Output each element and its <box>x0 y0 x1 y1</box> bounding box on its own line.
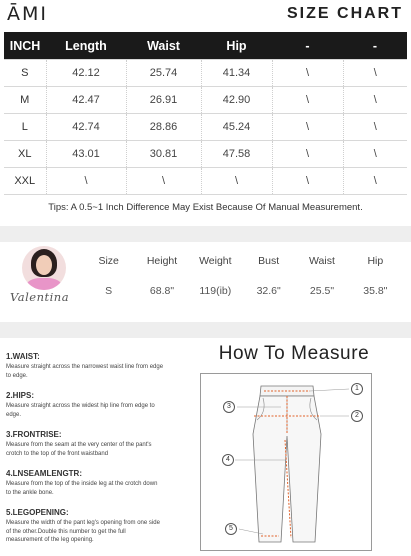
table-cell: 45.24 <box>201 114 272 141</box>
table-cell: \ <box>272 87 343 114</box>
table-cell: \ <box>201 168 272 195</box>
table-cell: 26.91 <box>126 87 201 114</box>
table-cell: 30.81 <box>126 141 201 168</box>
step-inseam-length <box>6 469 164 497</box>
size-label: L <box>4 114 46 141</box>
table-cell: 28.86 <box>126 114 201 141</box>
step-title: 4.LNSEAMLENGTR: <box>6 469 82 478</box>
table-cell: \ <box>343 60 407 87</box>
column-header-blank: - <box>272 32 343 60</box>
measurement-tip: Tips: A 0.5~1 Inch Difference May Exist Because Of Manual Measurement. <box>48 202 363 213</box>
table-cell: \ <box>272 114 343 141</box>
table-cell: \ <box>343 114 407 141</box>
step-title: 5.LEGOPENING: <box>6 508 69 517</box>
table-cell: \ <box>343 168 407 195</box>
table-cell: 42.74 <box>46 114 126 141</box>
model-section <box>0 242 411 318</box>
model-column-waist: Waist <box>309 255 335 267</box>
brand-logo: ĀMI <box>7 3 48 25</box>
pants-measure-diagram <box>200 373 372 551</box>
table-cell: \ <box>272 60 343 87</box>
table-row <box>4 141 407 168</box>
table-cell: 42.90 <box>201 87 272 114</box>
model-column-weight: Weight <box>199 255 232 267</box>
model-value-size: S <box>105 285 113 297</box>
step-description: Measure straight across the widest hip line from edge to edge. <box>6 403 155 418</box>
step-description: Measure straight across the narrowest waist line from edge to edge. <box>6 364 164 379</box>
step-front-rise <box>6 430 164 458</box>
table-cell: \ <box>343 141 407 168</box>
table-row <box>4 168 407 195</box>
table-cell: \ <box>46 168 126 195</box>
table-cell: 25.74 <box>126 60 201 87</box>
model-column-bust: Bust <box>258 255 280 267</box>
model-value-height: 68.8" <box>149 285 175 297</box>
model-value-hip: 35.8" <box>363 285 388 297</box>
model-shirt <box>26 278 62 290</box>
step-waist <box>6 352 164 380</box>
model-signature: Valentina <box>10 290 70 304</box>
size-table-header-row <box>4 32 407 60</box>
section-divider <box>0 226 411 242</box>
table-cell: 42.47 <box>46 87 126 114</box>
model-column-size: Size <box>98 255 119 267</box>
table-cell: 43.01 <box>46 141 126 168</box>
section-divider <box>0 322 411 338</box>
marker-leg-opening: 5 <box>225 523 237 535</box>
table-cell: \ <box>343 87 407 114</box>
model-avatar <box>22 246 66 290</box>
model-measurements-table <box>82 252 402 304</box>
model-face <box>36 255 52 275</box>
step-leg-opening <box>6 508 164 545</box>
marker-inseam: 4 <box>222 454 234 466</box>
step-title: 3.FRONTRISE: <box>6 430 62 439</box>
size-label: XL <box>4 141 46 168</box>
column-header-hip: Hip <box>201 32 272 60</box>
model-value-bust: 32.6" <box>256 285 281 297</box>
step-title: 1.WAIST: <box>6 352 40 361</box>
table-cell: 41.34 <box>201 60 272 87</box>
size-label: M <box>4 87 46 114</box>
model-value-weight: 119(ib) <box>199 285 232 297</box>
model-table-header-row <box>82 252 402 270</box>
model-column-height: Height <box>146 255 178 267</box>
marker-hips: 2 <box>351 410 363 422</box>
size-chart-table <box>4 32 407 195</box>
column-header-unit: INCH <box>4 32 46 60</box>
step-title: 2.HIPS: <box>6 391 35 400</box>
step-description: Measure the width of the pant leg's opening from one side of the other.Double this number to get the full measurement of the leg opening. <box>6 520 160 543</box>
step-description: Measure from the seam at the very center of the pant's crotch to the top of the front waistband <box>6 442 152 457</box>
column-header-waist: Waist <box>126 32 201 60</box>
model-values-row <box>82 270 402 304</box>
table-cell: 42.12 <box>46 60 126 87</box>
table-cell: \ <box>272 141 343 168</box>
model-value-waist: 25.5" <box>309 285 335 297</box>
model-column-hip: Hip <box>367 255 384 267</box>
step-hips <box>6 391 164 419</box>
size-label: XXL <box>4 168 46 195</box>
table-cell: 47.58 <box>201 141 272 168</box>
measurement-steps <box>6 352 164 556</box>
table-row <box>4 114 407 141</box>
table-row <box>4 87 407 114</box>
marker-waist: 1 <box>351 383 363 395</box>
marker-front-rise: 3 <box>223 401 235 413</box>
table-cell: \ <box>126 168 201 195</box>
step-description: Measure from the top of the inside leg at the crotch down to the ankle bone. <box>6 481 158 496</box>
page-title: SIZE CHART <box>287 5 403 22</box>
how-to-measure-title: How To Measure <box>218 343 370 364</box>
header <box>0 0 411 30</box>
table-cell: \ <box>272 168 343 195</box>
table-row <box>4 60 407 87</box>
size-label: S <box>4 60 46 87</box>
column-header-length: Length <box>46 32 126 60</box>
column-header-blank: - <box>343 32 407 60</box>
